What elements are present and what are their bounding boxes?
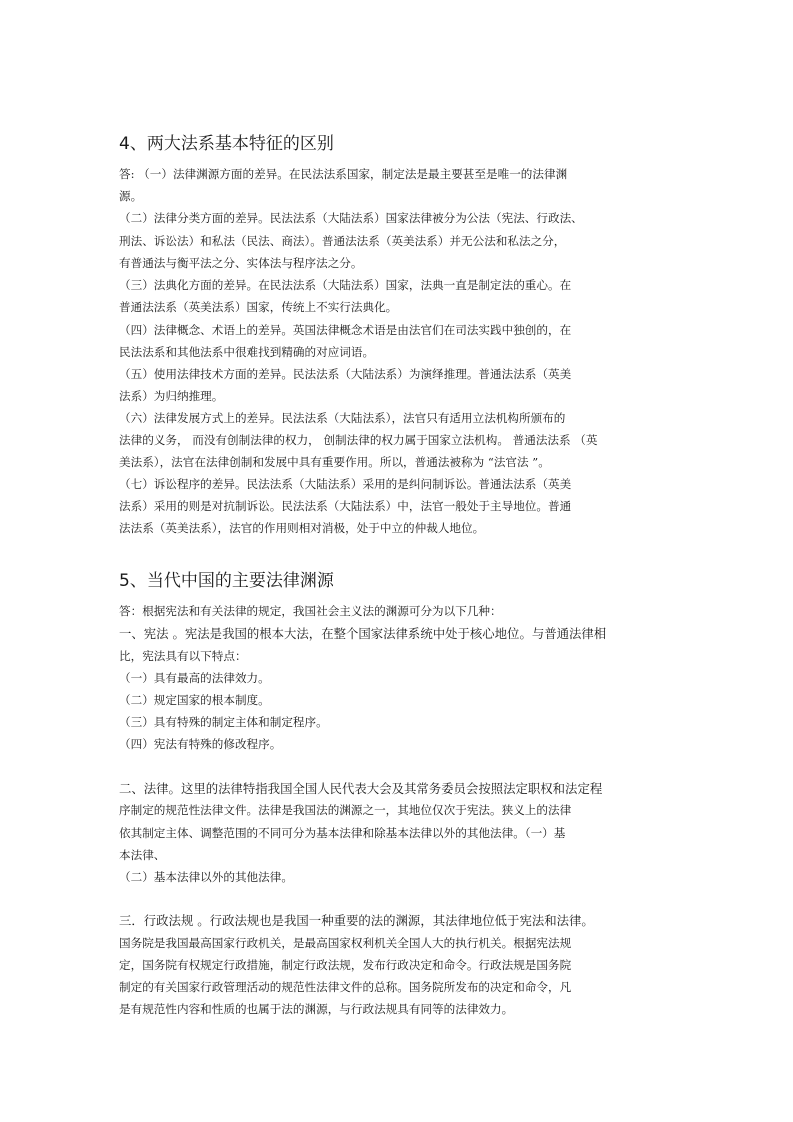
admin-regulation-heading-line: 三．行政法规 。行政法规也是我国一种重要的法的渊源，其法律地位低于宪法和法律。 [119, 913, 594, 928]
paragraph-line: 美法系），法官在法律创制和发展中具有重要作用。所以，普通法被称为 “法官法 ”。 [119, 455, 550, 469]
paragraph-line: 依其制定主体、调整范围的不同可分为基本法律和除基本法律以外的其他法律。（一）基 [119, 826, 566, 840]
paragraph-line: （二）法律分类方面的差异。民法法系（大陆法系）国家法律被分为公法（宪法、行政法、 [119, 211, 583, 225]
paragraph-line: 是有规范性内容和性质的也属于法的渊源，与行政法规具有同等的法律效力。 [119, 1002, 514, 1016]
paragraph-line: 答: （一）法律渊源方面的差异。在民法法系国家，制定法是最主要甚至是唯一的法律渊 [119, 167, 568, 181]
law-heading-line: 二、法律。这里的法律特指我国全国人民代表大会及其常务委员会按照法定职权和法定程 [119, 781, 603, 796]
paragraph-line: 普通法法系（英美法系）国家，传统上不实行法典化。 [119, 300, 398, 314]
paragraph-line: 比，宪法具有以下特点： [119, 649, 247, 663]
paragraph-line: 法系）为归纳推理。 [119, 389, 224, 403]
paragraph-line: （五）使用法律技术方面的差异。民法法系（大陆法系）为演绎推理。普通法法系（英美 [119, 367, 572, 381]
paragraph-line: （二）基本法律以外的其他法律。 [119, 870, 293, 884]
paragraph-line: 源。 [119, 189, 143, 203]
paragraph-line: 本法律、 [119, 848, 166, 862]
paragraph-line: （三）法典化方面的差异。在民法法系（大陆法系）国家，法典一直是制定法的重心。在 [119, 278, 572, 292]
list-item: （三）具有特殊的制定主体和制定程序。 [119, 715, 328, 729]
paragraph-line: 定，国务院有权规定行政措施，制定行政法规，发布行政决定和命令。行政法规是国务院 [119, 958, 572, 972]
paragraph-line: 法法系（英美法系），法官的作用则相对消极，处于中立的仲裁人地位。 [119, 521, 485, 535]
paragraph-line: 民法法系和其他法系中很难找到精确的对应词语。 [119, 345, 375, 359]
paragraph-line: 法系）采用的则是对抗制诉讼。民法法系（大陆法系）中，法官一般处于主导地位。普通 [119, 499, 572, 513]
constitution-heading-line: 一、宪法 。宪法是我国的根本大法，在整个国家法律系统中处于核心地位。与普通法律相 [119, 626, 607, 641]
list-item: （四）宪法有特殊的修改程序。 [119, 737, 282, 751]
paragraph-line: 法律的义务， 而没有创制法律的权力， 创制法律的权力属于国家立法机构。 普通法法系 （英 [119, 433, 598, 447]
paragraph-line: 国务院是我国最高国家行政机关，是最高国家权利机关全国人大的执行机关。根据宪法规 [119, 936, 572, 950]
section-4-title: 4、两大法系基本特征的区别 [119, 134, 334, 154]
list-item: （二）规定国家的根本制度。 [119, 693, 270, 707]
paragraph-line: 有普通法与衡平法之分、实体法与程序法之分。 [119, 256, 363, 270]
section-5-intro: 答：根据宪法和有关法律的规定，我国社会主义法的渊源可分为以下几种： [119, 604, 502, 618]
paragraph-line: 刑法、诉讼法）和私法（民法、商法）。普通法法系（英美法系）并无公法和私法之分， [119, 234, 566, 248]
paragraph-line: （七）诉讼程序的差异。民法法系（大陆法系）采用的是纠问制诉讼。普通法法系（英美 [119, 477, 572, 491]
paragraph-line: （六）法律发展方式上的差异。民法法系（大陆法系），法官只有适用立法机构所颁布的 [119, 411, 566, 425]
paragraph-line: 序制定的规范性法律文件。法律是我国法的渊源之一，其地位仅次于宪法。狭义上的法律 [119, 803, 572, 817]
list-item: （一）具有最高的法律效力。 [119, 671, 270, 685]
paragraph-line: （四）法律概念、术语上的差异。英国法律概念术语是由法官们在司法实践中独创的，在 [119, 323, 572, 337]
section-5-title: 5、当代中国的主要法律渊源 [119, 571, 334, 591]
paragraph-line: 制定的有关国家行政管理活动的规范性法律文件的总称。国务院所发布的决定和命令，凡 [119, 980, 572, 994]
